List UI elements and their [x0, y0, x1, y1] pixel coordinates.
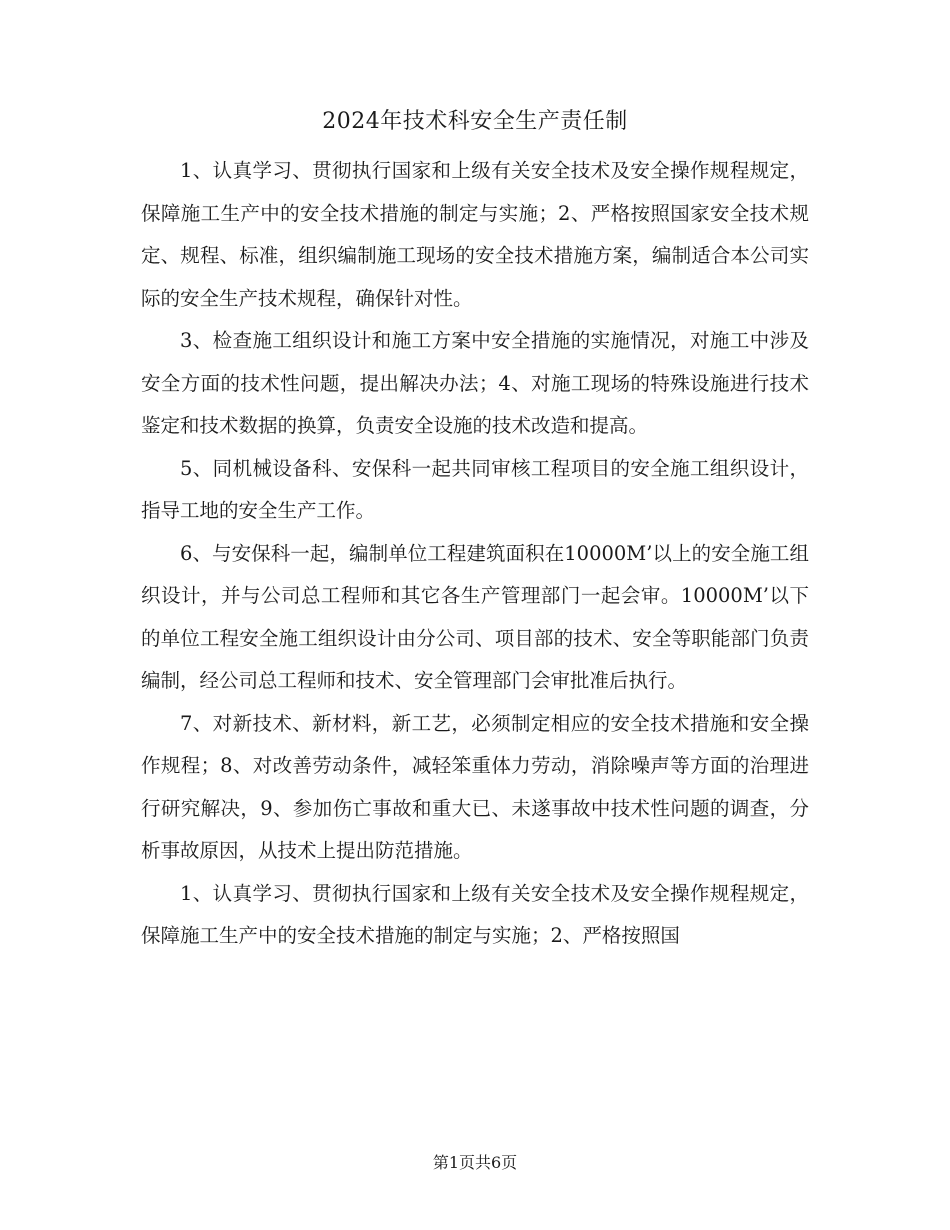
- paragraph-5: 7、对新技术、新材料，新工艺，必须制定相应的安全技术措施和安全操作规程；8、对改善劳动条件，减轻笨重体力劳动，消除噪声等方面的治理进行研究解决，9、参加伤亡事故和重大已、未遂事故中技术性问题的调查，分析事故原因，从技术上提出防范措施。: [141, 711, 809, 862]
- document-title: 2024年技术科安全生产责任制: [322, 109, 628, 134]
- paragraph-3: 5、同机械设备科、安保科一起共同审核工程项目的安全施工组织设计，指导工地的安全生产工作。: [141, 456, 809, 522]
- paragraph-6: 1、认真学习、贯彻执行国家和上级有关安全技术及安全操作规程规定，保障施工生产中的安全技术措施的制定与实施；2、严格按照国: [141, 881, 809, 947]
- paragraph-2: 3、检查施工组织设计和施工方案中安全措施的实施情况，对施工中涉及安全方面的技术性问题，提出解决办法；4、对施工现场的特殊设施进行技术鉴定和技术数据的换算，负责安全设施的技术改造和提高。: [141, 329, 809, 437]
- paragraph-1: 1、认真学习、贯彻执行国家和上级有关安全技术及安全操作规程规定，保障施工生产中的安全技术措施的制定与实施；2、严格按照国家安全技术规定、规程、标准，组织编制施工现场的安全技术措施方案，编制适合本公司实际的安全生产技术规程，确保针对性。: [141, 159, 809, 310]
- paragraph-4: 6、与安保科一起，编制单位工程建筑面积在10000M’以上的安全施工组织设计，并与公司总工程师和其它各生产管理部门一起会审。10000M’以下的单位工程安全施工组织设计由分公司、项目部的技术、安全等职能部门负责编制，经公司总工程师和技术、安全管理部门会审批准后执行。: [141, 541, 809, 692]
- page-number-footer: 第1页共6页: [432, 1153, 518, 1172]
- document-body: [141, 150, 809, 958]
